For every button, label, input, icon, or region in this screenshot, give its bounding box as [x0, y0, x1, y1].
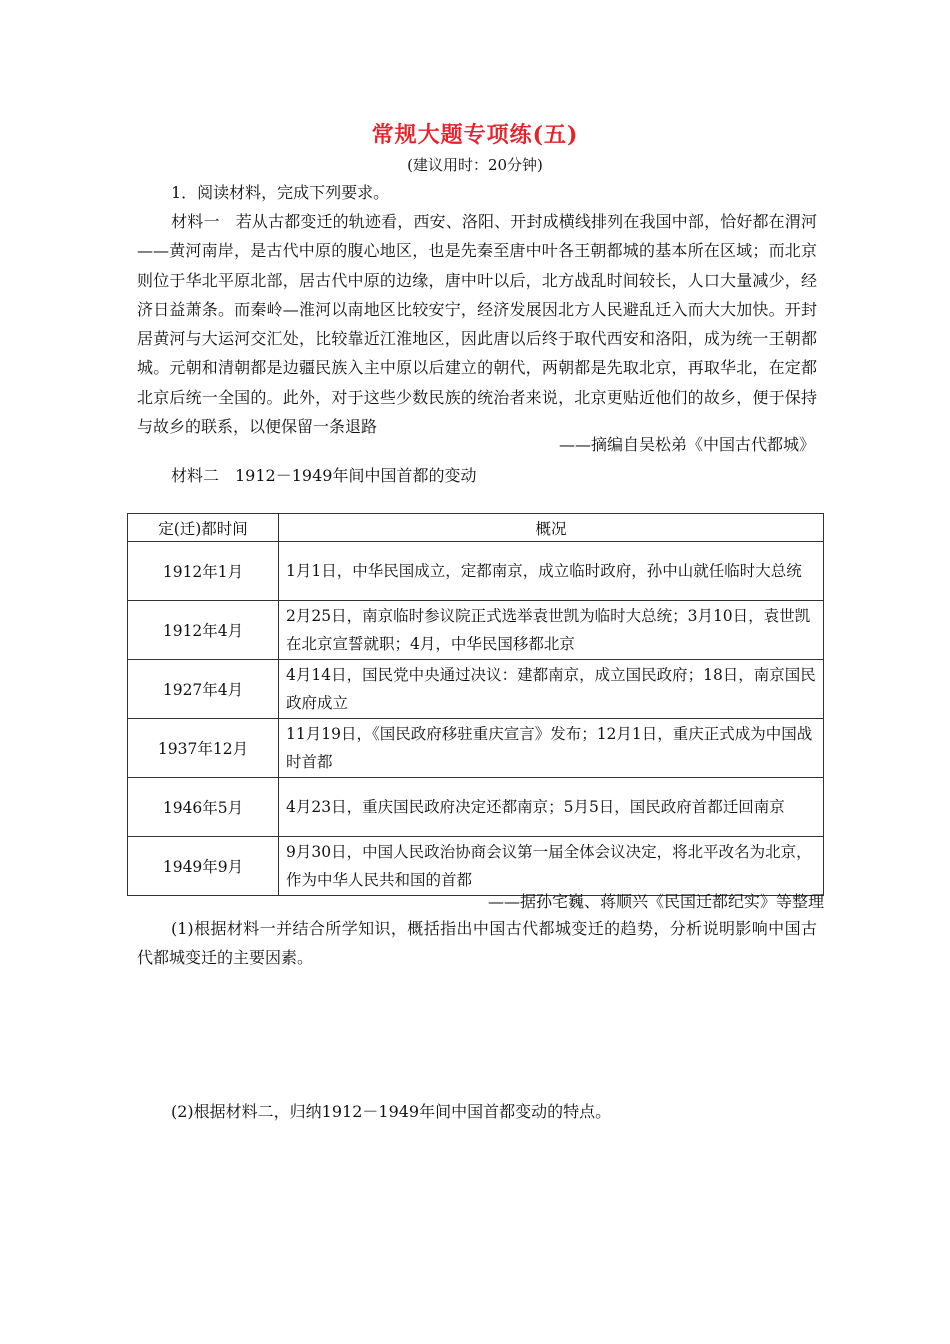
material-one-text: 西安、洛阳、开封成横线排列在我国中部，恰好都在渭河——黄河南岸，是古代中原的腹心地区，也是先秦至唐中叶各王朝都城的基本所在区域；而北京则位于华北平原北部，居古代中原的边缘，唐中叶以后，北方战乱时间较长，人口大量减少，经济日益萧条。而秦岭—淮河以南地区比较安宁，经济发展因北方人民避乱迁入而大大加快。开封居黄河与大运河交汇处，比较靠近江淮地区，因此唐以后终于取代西安和洛阳，成为统一王朝都城。元朝和清朝都是边疆民族入主中原以后建立的朝代，两朝都是先取北京，再取华北，在定都北京后统一全国的。此外，对于这些少数民族的统治者来说，北京更贴近他们的故乡，便于保持与故乡的联系，以便保留一条退路	[137, 212, 817, 437]
table-row	[128, 660, 824, 719]
material-one-source: ——摘编自吴松弟《中国古代都城》	[558, 435, 815, 454]
material-two-source: ——据孙宅巍、蒋顺兴《民国迁都纪实》等整理	[487, 892, 824, 911]
table-cell-time: 1937年12月	[128, 719, 279, 778]
table-row	[128, 837, 824, 896]
question-intro	[137, 178, 817, 207]
question-two	[137, 1097, 817, 1126]
table-cell-desc: 2月25日，南京临时参议院正式选举袁世凯为临时大总统；3月10日，袁世凯在北京宣誓就职；4月，中华民国移都北京	[279, 601, 824, 660]
table-cell-time: 1927年4月	[128, 660, 279, 719]
table-cell-time: 1946年5月	[128, 778, 279, 837]
table-row	[128, 542, 824, 601]
table-cell-time: 1912年4月	[128, 601, 279, 660]
material-two-label: 材料二 1912－1949年间中国首都的变动	[171, 466, 477, 485]
table-cell-time: 1949年9月	[128, 837, 279, 896]
table-cell-desc: 9月30日，中国人民政治协商会议第一届全体会议决定，将北平改名为北京，作为中华人民共和国的首都	[279, 837, 824, 896]
suggested-time: (建议用时：20分钟)	[407, 156, 543, 174]
page-title: 常规大题专项练(五)	[371, 122, 579, 148]
question-two-text: (2)根据材料二，归纳1912－1949年间中国首都变动的特点。	[171, 1102, 612, 1121]
table-cell-desc: 4月23日，重庆国民政府决定还都南京；5月5日，国民政府首都迁回南京	[279, 778, 824, 837]
material-two-heading	[137, 461, 817, 490]
question-one	[137, 914, 817, 973]
table-row	[128, 778, 824, 837]
table-row	[128, 719, 824, 778]
table-cell-desc: 1月1日，中华民国成立，定都南京，成立临时政府，孙中山就任临时大总统	[279, 542, 824, 601]
capital-changes-table	[127, 513, 824, 896]
material-one-label: 材料一 若从古都变迁的轨迹看，	[171, 212, 414, 231]
question-one-text: (1)根据材料一并结合所学知识，概括指出中国古代都城变迁的趋势，分析说明影响中国古代都城变迁的主要因素。	[137, 919, 817, 968]
material-one	[137, 207, 817, 441]
table-cell-desc: 11月19日，《国民政府移驻重庆宣言》发布；12月1日，重庆正式成为中国战时首都	[279, 719, 824, 778]
question-intro-text: 1．阅读材料，完成下列要求。	[171, 183, 390, 202]
table-cell-time: 1912年1月	[128, 542, 279, 601]
table-row	[128, 601, 824, 660]
table-header-desc: 概况	[279, 514, 824, 542]
table-cell-desc: 4月14日，国民党中央通过决议：建都南京，成立国民政府；18日，南京国民政府成立	[279, 660, 824, 719]
table-header-time: 定(迁)都时间	[128, 514, 279, 542]
table-header-row	[128, 514, 824, 542]
